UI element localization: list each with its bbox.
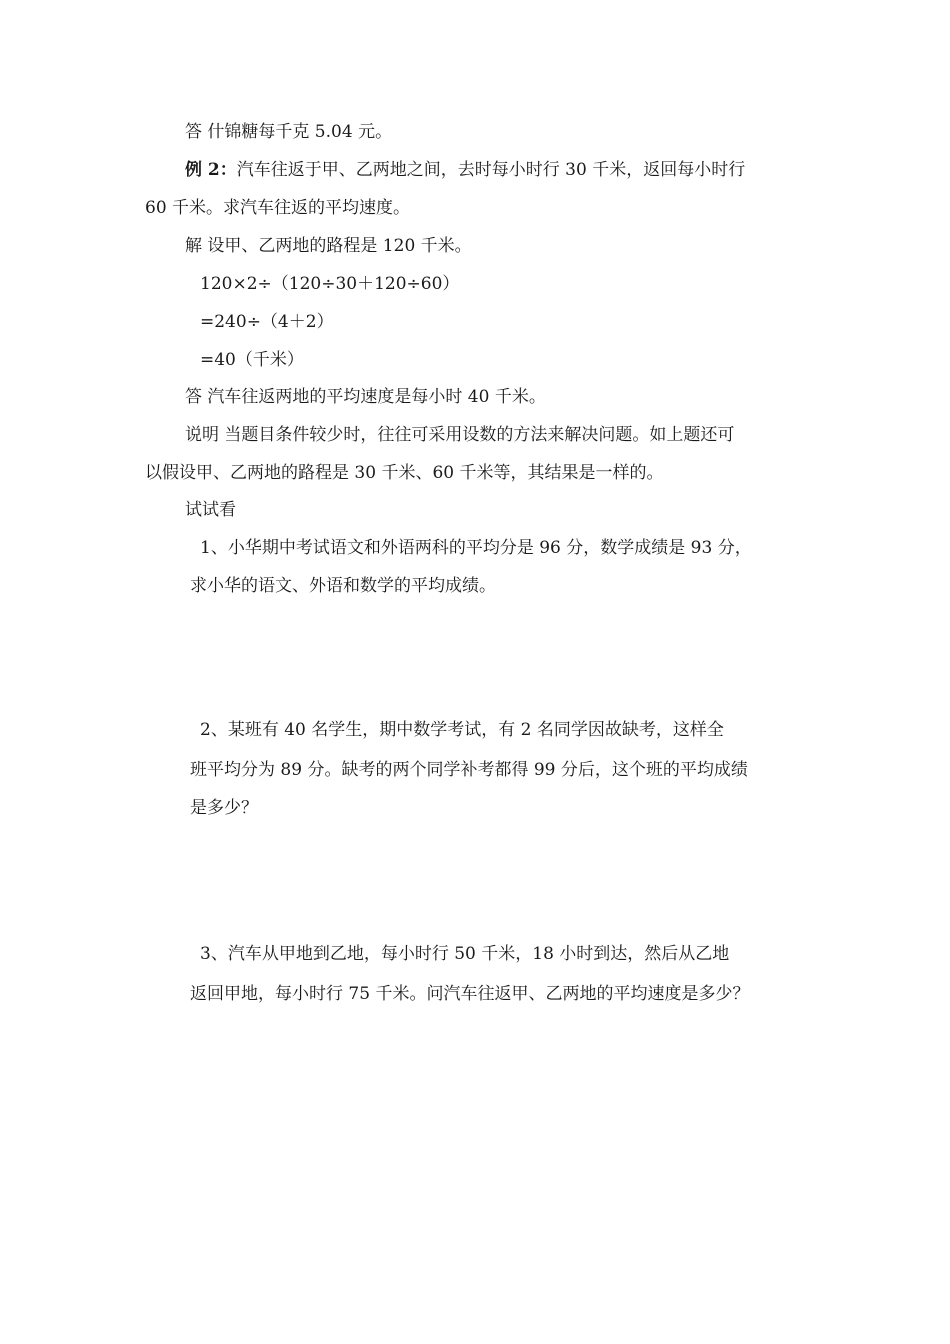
solution-step-2: =240÷（4＋2） bbox=[200, 312, 334, 332]
problem-3-line-2: 返回甲地，每小时行 75 千米。问汽车往返甲、乙两地的平均速度是多少？ bbox=[190, 984, 750, 1004]
note-line-2: 以假设甲、乙两地的路程是 30 千米、60 千米等，其结果是一样的。 bbox=[145, 463, 664, 483]
example-2-line-2: 60 千米。求汽车往返的平均速度。 bbox=[145, 198, 411, 218]
example-2-line-1 bbox=[185, 158, 745, 182]
example-text: 汽车往返于甲、乙两地之间，去时每小时行 30 千米，返回每小时行 bbox=[236, 160, 746, 180]
problem-3-line-1: 3、汽车从甲地到乙地，每小时行 50 千米，18 小时到达，然后从乙地 bbox=[200, 944, 730, 964]
problem-2-line-2: 班平均分为 89 分。缺考的两个同学补考都得 99 分后，这个班的平均成绩 bbox=[190, 760, 748, 780]
example-label: 例 2 bbox=[185, 160, 220, 180]
problem-2-line-3: 是多少？ bbox=[190, 798, 258, 818]
answer-line: 答 什锦糖每千克 5.04 元。 bbox=[185, 122, 393, 142]
problem-2-line-1: 2、某班有 40 名学生，期中数学考试，有 2 名同学因故缺考，这样全 bbox=[200, 720, 724, 740]
problem-1-line-2: 求小华的语文、外语和数学的平均成绩。 bbox=[190, 576, 496, 596]
note-line-1: 说明 当题目条件较少时，往往可采用设数的方法来解决问题。如上题还可 bbox=[185, 425, 735, 445]
solution-answer: 答 汽车往返两地的平均速度是每小时 40 千米。 bbox=[185, 387, 546, 407]
solution-intro: 解 设甲、乙两地的路程是 120 千米。 bbox=[185, 236, 472, 256]
solution-step-3: =40（千米） bbox=[200, 350, 304, 370]
example-colon: ： bbox=[219, 160, 237, 180]
problem-1-line-1: 1、小华期中考试语文和外语两科的平均分是 96 分，数学成绩是 93 分， bbox=[200, 538, 752, 558]
try-heading: 试试看 bbox=[185, 500, 236, 520]
solution-step-1: 120×2÷（120÷30＋120÷60） bbox=[200, 274, 460, 294]
